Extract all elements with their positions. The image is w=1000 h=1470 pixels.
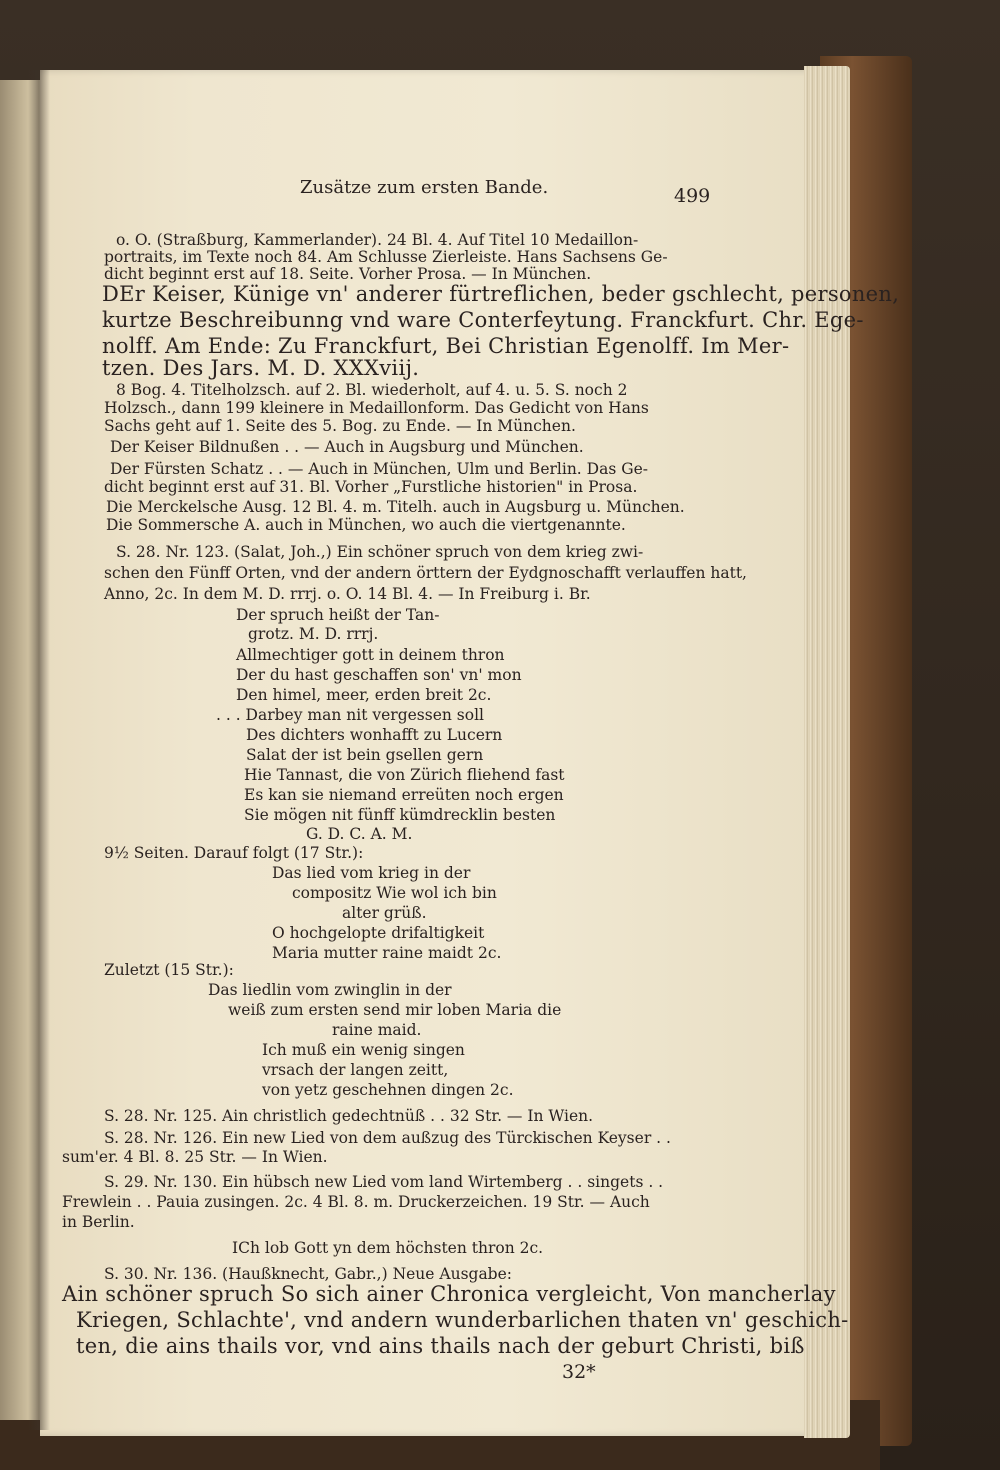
text-line: 8 Bog. 4. Titelholzsch. auf 2. Bl. wiederholt, auf 4. u. 5. S. noch 2 <box>116 381 628 399</box>
text-line: dicht beginnt erst auf 18. Seite. Vorher Prosa. — In München. <box>104 265 592 283</box>
text-line: Anno, 2c. In dem M. D. rrrj. o. O. 14 Bl. 4. — In Freiburg i. Br. <box>104 585 591 603</box>
text-line: Ich muß ein wenig singen <box>262 1041 465 1059</box>
text-line: sum'er. 4 Bl. 8. 25 Str. — In Wien. <box>62 1148 328 1166</box>
text-line: Sachs geht auf 1. Seite des 5. Bog. zu Ende. — In München. <box>104 417 576 435</box>
text-line: G. D. C. A. M. <box>306 825 413 843</box>
text-line: raine maid. <box>332 1021 422 1039</box>
text-line: Der spruch heißt der Tan- <box>236 606 440 624</box>
text-line: dicht beginnt erst auf 31. Bl. Vorher „Furstliche historien" in Prosa. <box>104 478 638 496</box>
text-line: nolff. Am Ende: Zu Franckfurt, Bei Christian Egenolff. Im Mer- <box>102 334 790 358</box>
text-line: O hochgelopte drifaltigkeit <box>272 924 485 942</box>
text-line: ICh lob Gott yn dem höchsten thron 2c. <box>232 1239 544 1257</box>
text-line: S. 28. Nr. 123. (Salat, Joh.,) Ein schöner spruch von dem krieg zwi- <box>116 543 644 561</box>
text-line: S. 28. Nr. 125. Ain christlich gedechtnüß . . 32 Str. — In Wien. <box>104 1107 594 1125</box>
text-line: Es kan sie niemand erreüten noch ergen <box>244 786 564 804</box>
text-line: Des dichters wonhafft zu Lucern <box>246 726 503 744</box>
text-line: Den himel, meer, erden breit 2c. <box>236 686 492 704</box>
text-line: Zuletzt (15 Str.): <box>104 961 234 979</box>
text-line: Der Fürsten Schatz . . — Auch in München, Ulm und Berlin. Das Ge- <box>110 460 648 478</box>
text-line: Die Merckelsche Ausg. 12 Bl. 4. m. Titelh. auch in Augsburg u. München. <box>106 498 685 516</box>
running-title: Zusätze zum ersten Bande. <box>300 177 549 198</box>
text-line: Kriegen, Schlachte', vnd andern wunderbarlichen thaten vn' geschich- <box>76 1308 849 1332</box>
text-line: Der Keiser Bildnußen . . — Auch in Augsburg und München. <box>110 438 584 456</box>
text-line: vrsach der langen zeitt, <box>262 1061 449 1079</box>
text-line: Holzsch., dann 199 kleinere in Medaillonform. Das Gedicht von Hans <box>104 399 649 417</box>
page-number: 499 <box>674 185 711 207</box>
text-line: compositz Wie wol ich bin <box>292 884 497 902</box>
text-line: Allmechtiger gott in deinem thron <box>236 646 505 664</box>
text-line: o. O. (Straßburg, Kammerlander). 24 Bl. 4. Auf Titel 10 Medaillon- <box>116 231 639 249</box>
text-line: DEr Keiser, Künige vn' anderer fürtreflichen, beder gschlecht, personen, <box>102 282 900 306</box>
text-line: S. 28. Nr. 126. Ein new Lied von dem außzug des Türckischen Keyser . . <box>104 1129 671 1147</box>
text-line: grotz. M. D. rrrj. <box>248 625 379 643</box>
text-line: Salat der ist bein gsellen gern <box>246 746 484 764</box>
text-line: ten, die ains thails vor, vnd ains thails nach der geburt Christi, biß <box>76 1334 805 1358</box>
text-line: Frewlein . . Pauia zusingen. 2c. 4 Bl. 8. m. Druckerzeichen. 19 Str. — Auch <box>62 1193 650 1211</box>
text-line: . . . Darbey man nit vergessen soll <box>216 706 484 724</box>
text-line: Hie Tannast, die von Zürich fliehend fast <box>244 766 565 784</box>
text-line: Das lied vom krieg in der <box>272 864 471 882</box>
text-line: alter grüß. <box>342 904 427 922</box>
text-line: kurtze Beschreibunng vnd ware Conterfeytung. Franckfurt. Chr. Ege- <box>102 308 864 332</box>
text-line: portraits, im Texte noch 84. Am Schlusse Zierleiste. Hans Sachsens Ge- <box>104 248 668 266</box>
page-edges <box>804 66 850 1438</box>
text-line: von yetz geschehnen dingen 2c. <box>262 1081 514 1099</box>
text-line: Der du hast geschaffen son' vn' mon <box>236 666 522 684</box>
text-line: Die Sommersche A. auch in München, wo auch die viertgenannte. <box>106 516 626 534</box>
text-line: weiß zum ersten send mir loben Maria die <box>228 1001 562 1019</box>
text-line: Das liedlin vom zwinglin in der <box>208 981 452 999</box>
text-line: Ain schöner spruch So sich ainer Chronica vergleicht, Von mancherlay <box>62 1282 836 1306</box>
text-line: tzen. Des Jars. M. D. XXXviij. <box>102 356 420 380</box>
text-line: S. 30. Nr. 136. (Haußknecht, Gabr.,) Neue Ausgabe: <box>104 1265 513 1283</box>
text-line: schen den Fünff Orten, vnd der andern örttern der Eydgnoschafft verlauffen hatt, <box>104 564 747 582</box>
text-line: in Berlin. <box>62 1213 135 1231</box>
text-line: 9½ Seiten. Darauf folgt (17 Str.): <box>104 844 364 862</box>
text-line: Sie mögen nit fünff kümdrecklin besten <box>244 806 556 824</box>
text-line: S. 29. Nr. 130. Ein hübsch new Lied vom land Wirtemberg . . singets . . <box>104 1173 664 1191</box>
signature-mark: 32* <box>562 1361 596 1383</box>
book-gutter <box>28 70 50 1430</box>
text-line: Maria mutter raine maidt 2c. <box>272 944 502 962</box>
